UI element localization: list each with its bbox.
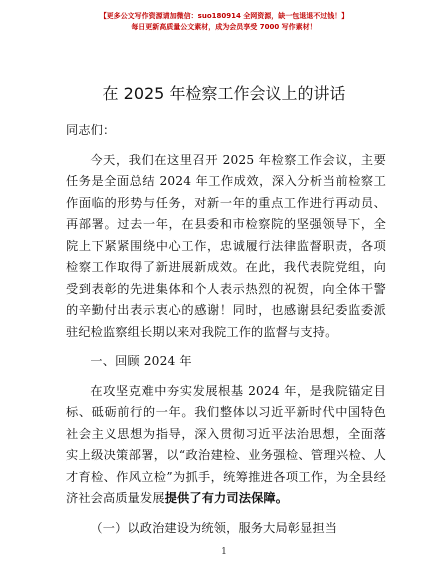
intro-paragraph: 今天，我们在这里召开 2025 年检察工作会议，主要任务是全面总结 2024 年工作成效，深入分析当前检察工作面临的形势与任务，对新一年的重点工作进行再动员、再部署。过去一年，在县委和市检察院的坚强领导下，全院上下紧紧围绕中心工作，忠诚履行法律监督职责，各项检察工作取得了新进展新成效。在此，我代表院党组，向受到表彰的先进集体和个人表示热烈的祝贺，向全体干警的辛勤付出表示衷心的感谢！同时，也感谢县纪委监委派驻纪检监察组长期以来对我院工作的监督与支持。 (66, 152, 386, 339)
section-1-paragraph-bold-text: 提供了有力司法保障。 (164, 491, 289, 505)
document-body (66, 120, 386, 539)
subsection-heading-political: （一）以政治建设为统领，服务大局彰显担当 (90, 520, 338, 535)
promo-header-line-1: 【更多公文写作资源请加微信：suo180914 全网资源，缺一包退退不过钱！】 (99, 12, 349, 20)
section-heading-review-2024: 一、回顾 2024 年 (90, 354, 192, 368)
page-number: 1 (221, 547, 227, 557)
promo-header-line-2: 每日更新高质量公文素材，成为会员享受 7000 写作素材！ (131, 23, 317, 31)
salutation: 同志们： (66, 123, 116, 137)
document-title: 在 2025 年检察工作会议上的讲话 (102, 84, 346, 103)
section-1-paragraph-text: 在攻坚克难中夯实发展根基 2024 年，是我院锚定目标、砥砺前行的一年。我们整体以习近平新时代中国特色社会主义思想为指导，深入贯彻习近平法治思想，全面落实上级决策部署，以“政治建检、业务强检、管理兴检、人才育检、作风立检”为抓手，统筹推进各项工作，为全县经济社会高质量发展 (66, 383, 386, 505)
section-1-paragraph (66, 381, 386, 510)
